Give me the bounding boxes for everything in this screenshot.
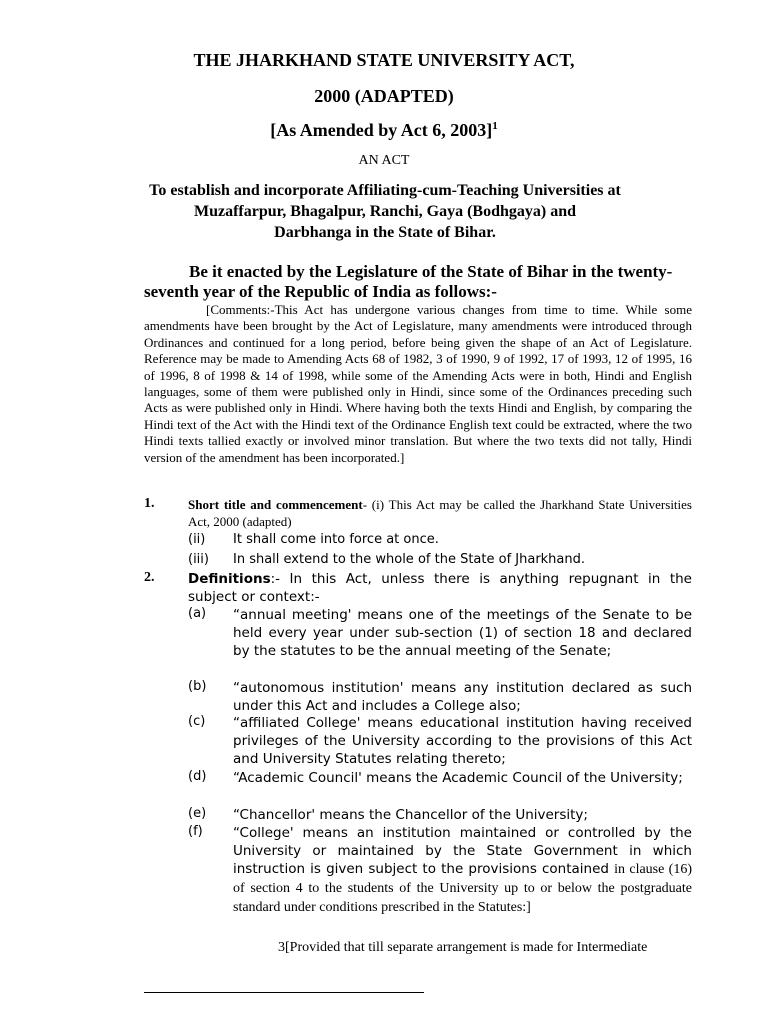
amendment-text: [As Amended by Act 6, 2003]: [270, 120, 493, 140]
definition-text: “annual meeting' means one of the meetings of the Senate to be held every year under sub-section (1) of section 18 and declared by the statutes to be the annual meeting of the Senate;: [233, 607, 692, 659]
subsection-ii: [188, 531, 439, 549]
footnote-divider: [144, 992, 424, 993]
definition-text: “Academic Council' means the Academic Council of the University;: [233, 770, 683, 786]
section-text: :- In this Act, unless there is anything repugnant in the subject or context:-: [188, 571, 692, 605]
definition-text-part: in clause (16) of section 4 to the students of the University up to or below the postgraduate standard under conditions prescribed in the Statutes:]: [233, 862, 692, 915]
purpose-line: To establish and incorporate Affiliating-cum-Teaching Universities at: [149, 182, 621, 199]
definition-text: “Chancellor' means the Chancellor of the University;: [233, 807, 588, 823]
subsection-text: In shall extend to the whole of the State of Jharkhand.: [233, 552, 586, 567]
enacting-line: seventh year of the Republic of India as follows:-: [144, 282, 497, 301]
definition-tag: (e): [188, 806, 207, 821]
comments-paragraph: [144, 302, 692, 466]
definition-tag: (d): [188, 769, 207, 784]
act-purpose: [120, 180, 650, 243]
proviso-text: 3[Provided that till separate arrangement is made for Intermediate: [278, 940, 648, 955]
section-2: [188, 570, 692, 606]
definition-tag: (a): [188, 606, 207, 621]
section-1: [188, 496, 692, 530]
subsection-tag: (ii): [188, 532, 206, 547]
definition-tag: (c): [188, 714, 206, 729]
subsection-text: It shall come into force at once.: [233, 532, 439, 547]
section-text: - (i) This Act may be called the Jharkhand State Universities Act, 2000 (adapted): [188, 497, 692, 529]
definition-text-part: “College' means an institution maintained or controlled by the University or maintained by the State Government in which instruction is given subject to the provisions contained: [233, 825, 692, 877]
purpose-line: Muzaffarpur, Bhagalpur, Ranchi, Gaya (Bodhgaya) and: [194, 203, 576, 220]
purpose-line: Darbhanga in the State of Bihar.: [274, 224, 496, 241]
section-number: 1.: [144, 496, 155, 511]
an-act-label: AN ACT: [358, 153, 410, 168]
comments-text: [Comments:-This Act has undergone various changes from time to time. While some amendments have been brought by the Act of Legislature, many amendments were introduced through Ordinances and continued for a long period, before being given the shape of an Act of Legislature. Reference may be made to Amending Acts 68 of 1982, 3 of 1990, 9 of 1992, 17 of 1993, 12 of 1995, 16 of 1996, 8 of 1998 & 14 of 1998, while some of the Amending Acts were in both, Hindi and English languages, some of them were published only in Hindi, since some of the Ordinances preceding such Acts as were published only in Hindi. Where having both the texts Hindi and English, by comparing the Hindi text of the Act with the Hindi text of the Ordinance English text could be extracted, where the two Hindi texts tallied exactly or involved minor translation. But where the two texts did not tally, Hindi version of the amendment has been incorporated.]: [144, 302, 692, 465]
act-amendment-note: [0, 120, 768, 141]
definition-text: [233, 824, 692, 917]
enacting-line: Be it enacted by the Legislature of the State of Bihar in the twenty-: [189, 262, 673, 281]
subsection-tag: (iii): [188, 552, 209, 567]
definition-tag: (b): [188, 679, 207, 694]
enacting-clause: [144, 262, 692, 302]
act-title: THE JHARKHAND STATE UNIVERSITY ACT,: [193, 50, 575, 70]
subsection-iii: [188, 551, 585, 569]
act-year: 2000 (ADAPTED): [314, 86, 454, 106]
definition-tag: (f): [188, 824, 203, 839]
proviso-paragraph: [233, 938, 692, 957]
section-heading: Definitions: [188, 571, 271, 587]
section-number: 2.: [144, 570, 155, 585]
section-heading: Short title and commencement: [188, 497, 363, 512]
definition-text: “affiliated College' means educational institution having received privileges of the University according to the provisions of this Act and University Statutes relating thereto;: [233, 715, 692, 767]
footnote-marker: 1: [492, 120, 498, 132]
definition-text: “autonomous institution' means any institution declared as such under this Act and includes a College also;: [233, 680, 692, 714]
